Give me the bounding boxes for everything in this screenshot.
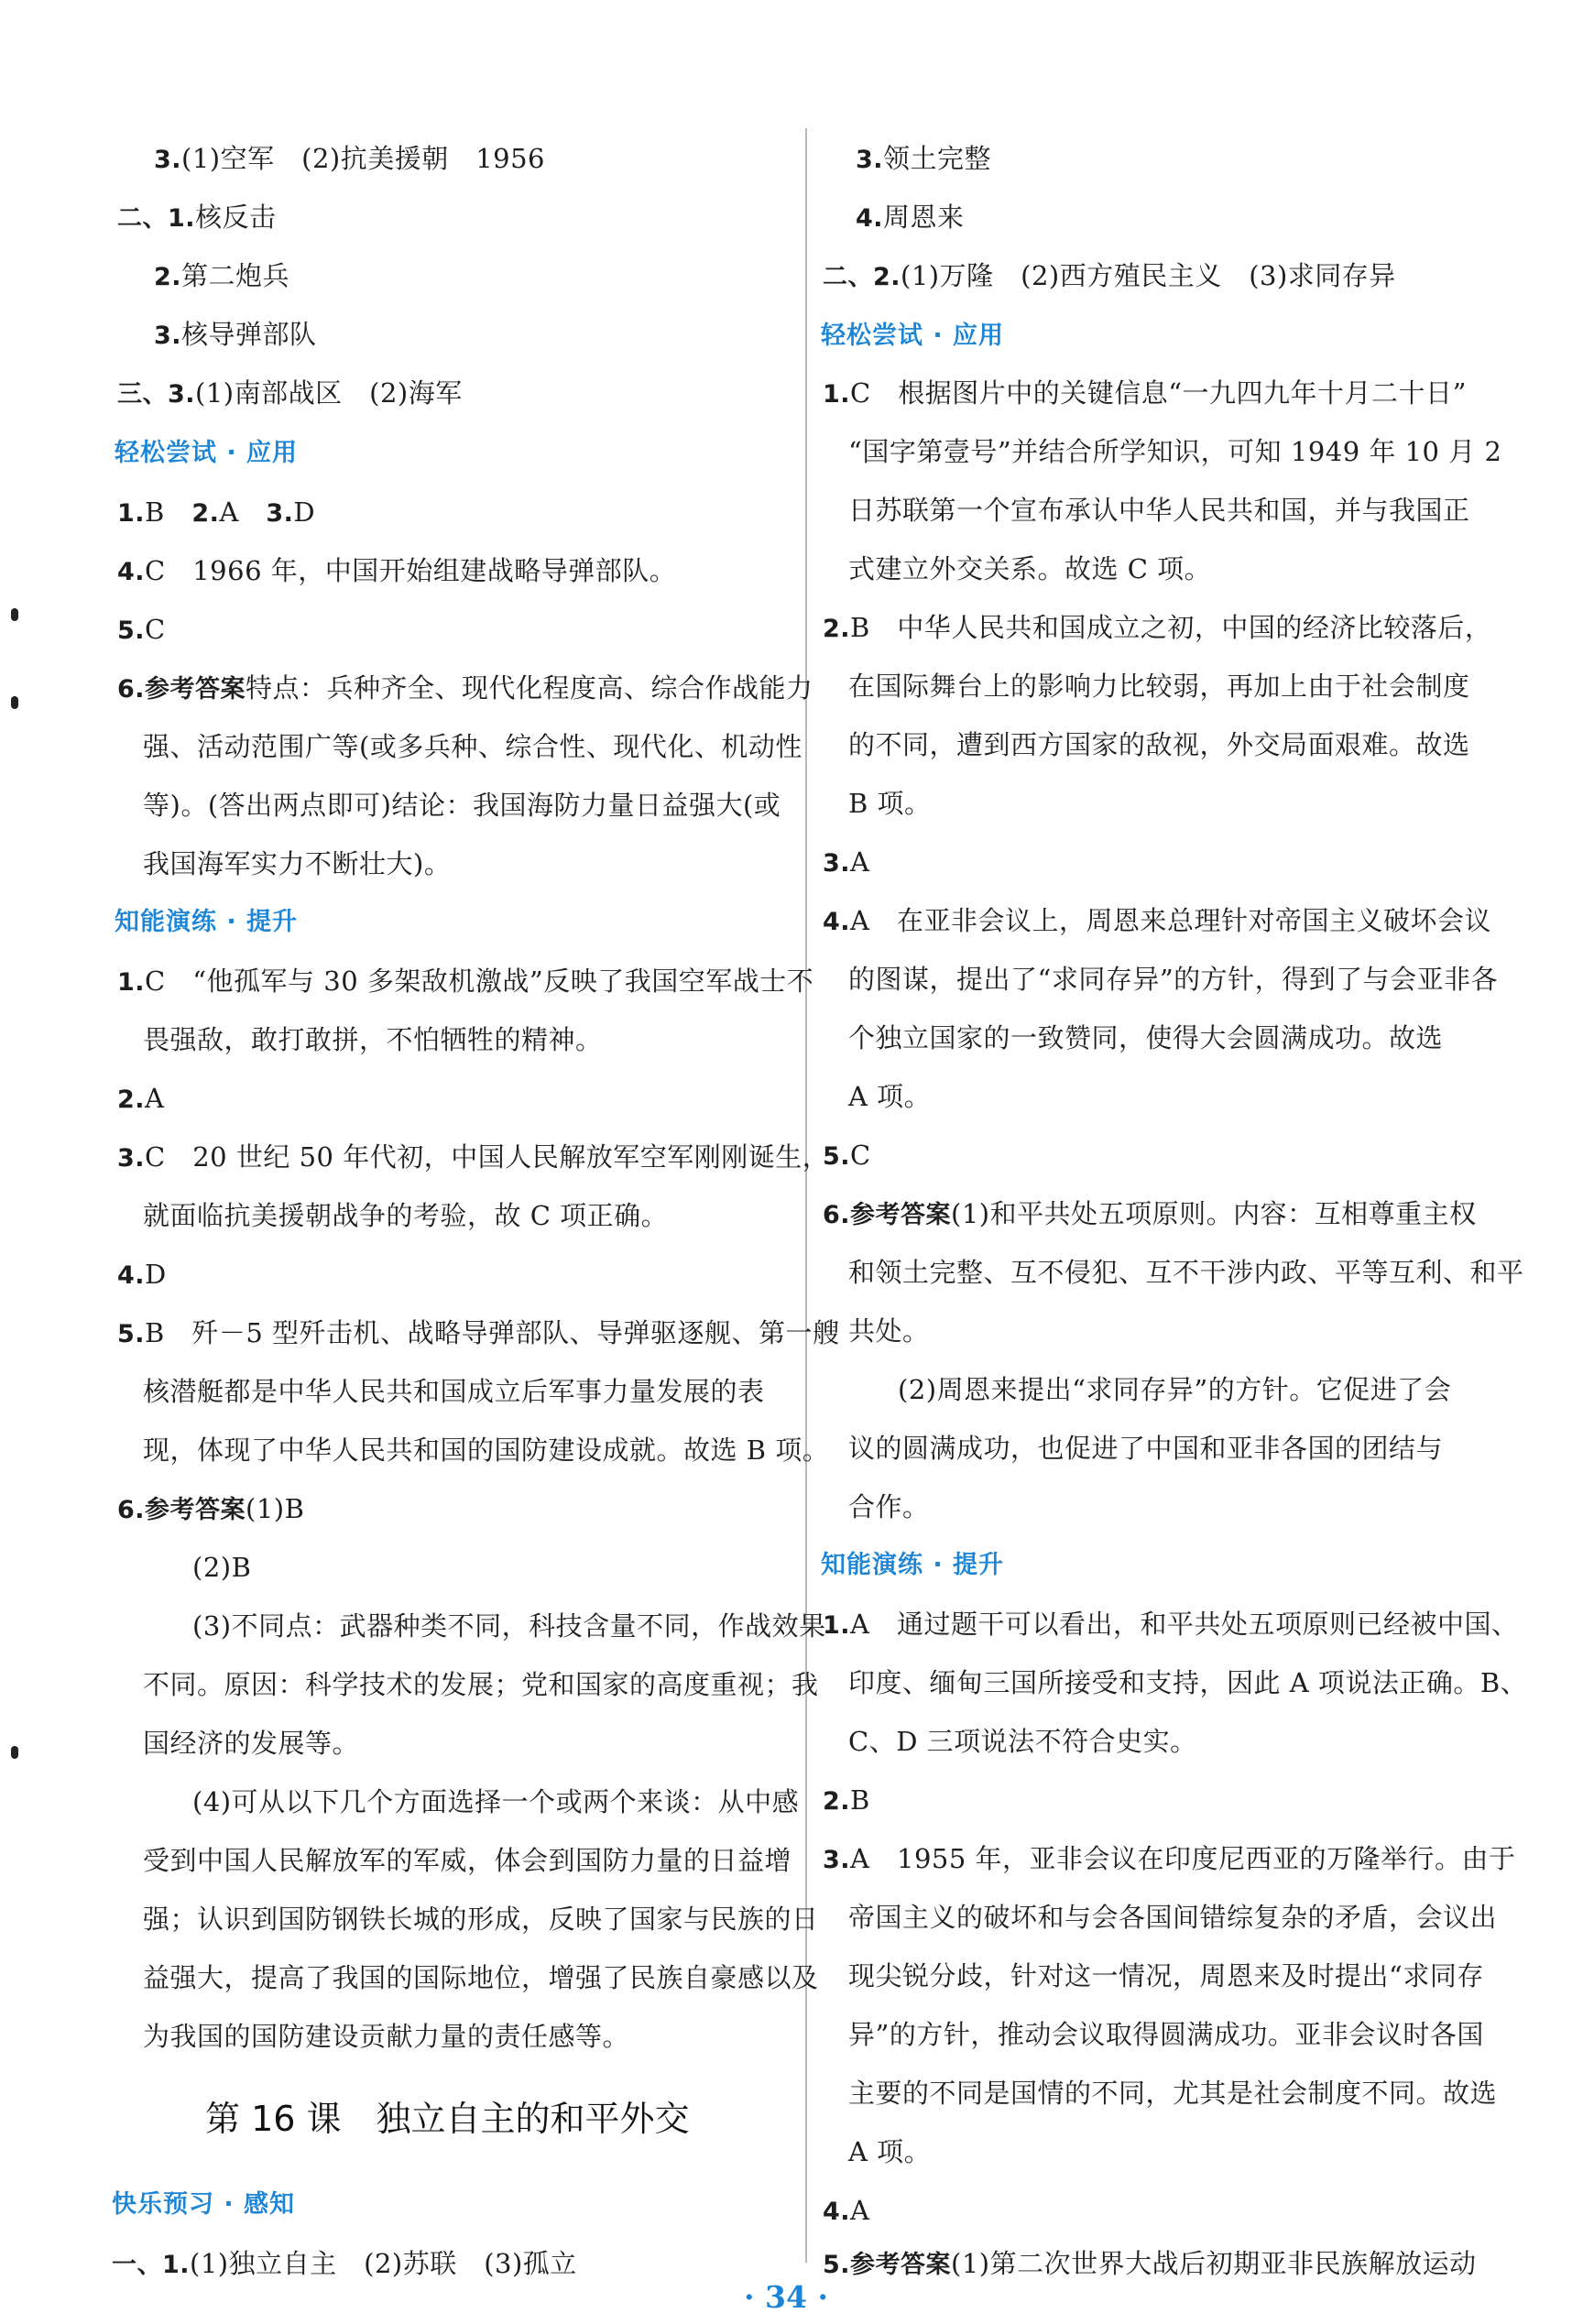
answer-line: 2.第二炮兵 bbox=[154, 260, 290, 291]
answer-line: 议的圆满成功，也促进了中国和亚非各国的团结与 bbox=[848, 1433, 1444, 1464]
answer-line: (2)B bbox=[192, 1552, 252, 1583]
answer-line: 2.A bbox=[117, 1083, 165, 1114]
binding-mark bbox=[11, 608, 18, 621]
section-heading: 快乐预习 · 感知 bbox=[112, 2190, 296, 2219]
answer-line: 3.A 1955 年，亚非会议在印度尼西亚的万隆举行。由于 bbox=[823, 1843, 1516, 1874]
answer-line: 5.C bbox=[117, 614, 166, 645]
answer-line: 4.C 1966 年，中国开始组建战略导弹部队。 bbox=[117, 555, 677, 586]
answer-line: 3.C 20 世纪 50 年代初，中国人民解放军空军刚刚诞生， bbox=[117, 1141, 830, 1173]
answer-line: 等)。(答出两点即可)结论：我国海防力量日益强大(或 bbox=[143, 790, 781, 821]
answer-line: 印度、缅甸三国所接受和支持，因此 A 项说法正确。B、 bbox=[848, 1667, 1528, 1698]
answer-line: (3)不同点：武器种类不同，科技含量不同，作战效果 bbox=[192, 1610, 826, 1642]
answer-line: 合作。 bbox=[848, 1491, 930, 1522]
answer-line: 在国际舞台上的影响力比较弱，再加上由于社会制度 bbox=[848, 671, 1470, 702]
answer-line: 和领土完整、互不侵犯、互不干涉内政、平等互利、和平 bbox=[848, 1257, 1524, 1288]
answer-line: (4)可从以下几个方面选择一个或两个来谈：从中感 bbox=[192, 1786, 800, 1817]
answer-line: 日苏联第一个宣布承认中华人民共和国，并与我国正 bbox=[848, 495, 1470, 526]
answer-line: 二、2.(1)万隆 (2)西方殖民主义 (3)求同存异 bbox=[823, 260, 1396, 291]
answer-line: 4.A 在亚非会议上，周恩来总理针对帝国主义破坏会议 bbox=[823, 905, 1491, 936]
lesson-title: 第 16 课 独立自主的和平外交 bbox=[205, 2099, 690, 2139]
answer-line: 现，体现了中华人民共和国的国防建设成就。故选 B 项。 bbox=[143, 1435, 830, 1466]
answer-line: A 项。 bbox=[848, 2136, 932, 2167]
answer-line: 个独立国家的一致赞同，使得大会圆满成功。故选 bbox=[848, 1022, 1444, 1053]
answer-line: 式建立外交关系。故选 C 项。 bbox=[848, 553, 1212, 584]
answer-line: 就面临抗美援朝战争的考验，故 C 项正确。 bbox=[143, 1200, 669, 1231]
answer-line: 受到中国人民解放军的军威，体会到国防力量的日益增 bbox=[143, 1845, 792, 1876]
answer-line: 益强大，提高了我国的国际地位，增强了民族自豪感以及 bbox=[143, 1962, 819, 1993]
answer-line: B 项。 bbox=[848, 788, 932, 819]
answer-line: 3.领土完整 bbox=[856, 143, 992, 174]
page-number: · 34 · bbox=[744, 2279, 828, 2315]
answer-line: 6.参考答案特点：兵种齐全、现代化程度高、综合作战能力 bbox=[117, 672, 813, 704]
answer-line: 的不同，遭到西方国家的敌视，外交局面艰难。故选 bbox=[848, 729, 1470, 760]
answer-line: 畏强敌，敢打敢拼，不怕牺牲的精神。 bbox=[143, 1024, 603, 1055]
answer-line: 共处。 bbox=[848, 1315, 930, 1347]
answer-line: 5.参考答案(1)第二次世界大战后初期亚非民族解放运动 bbox=[823, 2248, 1477, 2279]
answer-line: 6.参考答案(1)和平共处五项原则。内容：互相尊重主权 bbox=[823, 1198, 1477, 1229]
answer-line: 4.D bbox=[117, 1259, 167, 1290]
section-heading: 知能演练 · 提升 bbox=[115, 908, 299, 936]
answer-line: 的图谋，提出了“求同存异”的方针，得到了与会亚非各 bbox=[848, 964, 1499, 995]
answer-line: “国字第壹号”并结合所学知识，可知 1949 年 10 月 2 bbox=[848, 436, 1502, 467]
answer-line: (2)周恩来提出“求同存异”的方针。它促进了会 bbox=[898, 1374, 1452, 1405]
answer-line: 4.周恩来 bbox=[856, 202, 965, 233]
column-divider bbox=[805, 128, 807, 2263]
answer-line: 帝国主义的破坏和与会各国间错综复杂的矛盾，会议出 bbox=[848, 1902, 1498, 1933]
binding-mark bbox=[11, 1746, 18, 1759]
answer-line: 核潜艇都是中华人民共和国成立后军事力量发展的表 bbox=[143, 1376, 765, 1407]
section-heading: 知能演练 · 提升 bbox=[821, 1551, 1005, 1579]
section-heading: 轻松尝试 · 应用 bbox=[115, 439, 299, 467]
answer-line: A 项。 bbox=[848, 1081, 932, 1112]
answer-line: 强、活动范围广等(或多兵种、综合性、现代化、机动性 bbox=[143, 731, 802, 762]
answer-line: 为我国的国防建设贡献力量的责任感等。 bbox=[143, 2021, 630, 2052]
answer-line: 3.(1)空军 (2)抗美援朝 1956 bbox=[154, 143, 546, 174]
answer-line: 现尖锐分歧，针对这一情况，周恩来及时提出“求同存 bbox=[848, 1960, 1484, 1991]
answer-line: 我国海军实力不断壮大)。 bbox=[143, 848, 452, 879]
binding-mark bbox=[11, 696, 18, 709]
answer-line: 3.A bbox=[823, 846, 870, 878]
answer-line: 1.C 根据图片中的关键信息“一九四九年十月二十日” bbox=[823, 377, 1467, 409]
answer-line: 1.C “他孤军与 30 多架敌机激战”反映了我国空军战士不 bbox=[117, 966, 814, 997]
answer-line: C、D 三项说法不符合史实。 bbox=[848, 1726, 1197, 1757]
answer-line: 3.核导弹部队 bbox=[154, 319, 317, 350]
answer-line: 1.B 2.A 3.D bbox=[117, 496, 316, 528]
answer-line: 二、1.核反击 bbox=[117, 202, 277, 233]
answer-line: 强；认识到国防钢铁长城的形成，反映了国家与民族的日 bbox=[143, 1904, 819, 1935]
answer-line: 5.C bbox=[823, 1140, 871, 1171]
answer-line: 一、1.(1)独立自主 (2)苏联 (3)孤立 bbox=[112, 2248, 577, 2279]
answer-line: 4.A bbox=[823, 2195, 870, 2226]
answer-line: 2.B bbox=[823, 1784, 870, 1816]
answer-line: 2.B 中华人民共和国成立之初，中国的经济比较落后， bbox=[823, 612, 1492, 643]
answer-line: 国经济的发展等。 bbox=[143, 1728, 360, 1759]
section-heading: 轻松尝试 · 应用 bbox=[821, 322, 1005, 350]
answer-line: 异”的方针，推动会议取得圆满成功。亚非会议时各国 bbox=[848, 2019, 1484, 2050]
answer-line: 5.B 歼－5 型歼击机、战略导弹部队、导弹驱逐舰、第一艘 bbox=[117, 1317, 840, 1348]
answer-line: 三、3.(1)南部战区 (2)海军 bbox=[117, 377, 463, 409]
answer-line: 1.A 通过题干可以看出，和平共处五项原则已经被中国、 bbox=[823, 1609, 1519, 1640]
answer-line: 主要的不同是国情的不同，尤其是社会制度不同。故选 bbox=[848, 2078, 1498, 2109]
answer-line: 不同。原因：科学技术的发展；党和国家的高度重视；我 bbox=[143, 1669, 819, 1700]
answer-line: 6.参考答案(1)B bbox=[117, 1493, 305, 1524]
